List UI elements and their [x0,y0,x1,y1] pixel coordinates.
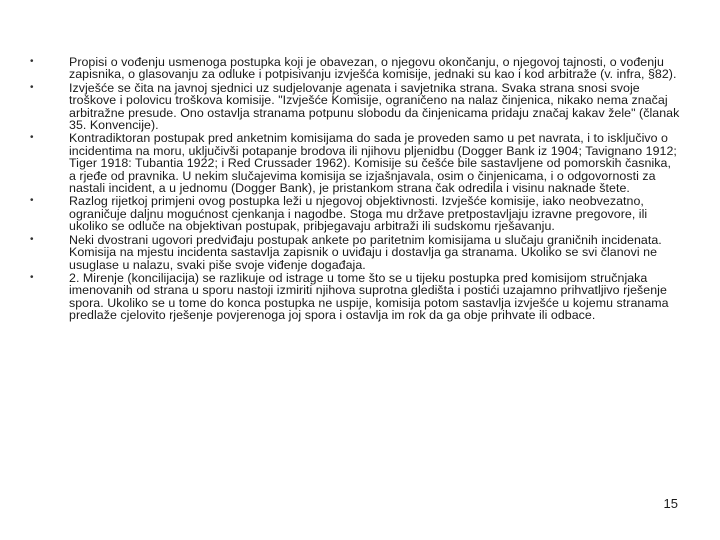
bullet-item-2 [30,82,680,132]
bullet-text: Propisi o vođenju usmenoga postupka koji je obavezan, o njegovu okončanju, o njegovoj tajnosti, o vođenju zapisnika, o glasovanju za odluke i potpisivanju izvješća komisije, jednaki su kao i kod arbitraže (v. infra, §82). [69,55,677,82]
bullet-list [30,56,680,323]
bullet-text: Neki dvostrani ugovori predviđaju postupak ankete po paritetnim komisijama u slučaju graničnih incidenata. Komisija na mjestu incidenta sastavlja zapisnik o uviđaju i dostavlja ga stranama. Ukoliko se svi članovi ne usuglase u nalazu, svaki piše svoje viđenje događaja. [69,232,662,272]
bullet-marker: • [30,195,34,207]
bullet-text: Razlog rijetkoj primjeni ovog postupka leži u njegovoj objektivnosti. Izvješće komisije, iako neobvezatno, ograničuje daljnu mogućnost cjenkanja i nagodbe. Stoga mu države pretpostavljaju izravne pregovore, ili ukoliko se odluče na objektivan postupak, pribjegavaju arbitraži ili sudskomu rješavanju. [69,194,648,234]
bullet-item-5 [30,234,680,271]
bullet-item-4 [30,195,680,232]
bullet-text: Izvješće se čita na javnoj sjednici uz sudjelovanje agenata i savjetnika strana. Svaka strana snosi svoje troškove i polovicu troškova komisije. "Izvješće Komisije, ograničeno na nalaz činjenica, nikako nema značaj arbitražne presude. Ono ostavlja stranama potpunu slobodu da činjenicama pridaju značaj kakav žele" (članak 35. Konvencije). [69,80,680,133]
bullet-marker: • [30,132,34,144]
bullet-marker: • [30,233,34,245]
bullet-text: Kontradiktoran postupak pred anketnim komisijama do sada je proveden samo u pet navrata, i to isključivo o incidentima na moru, uključivši potapanje brodova ili njihovu pljenidbu (Dogger Bank iz 1904; Tavignano 1912; Tiger 1918: Tubantia 1922; i Red Crussader 1962). Komisije su češće bile sastavljene od pomorskih časnika, a rjeđe od pravnika. U nekim slučajevima komisija se izjašnjavala, osim o činjenicama, i o odgovornosti za nastali incident, a u jednomu (Dogger Bank), je pristankom strana čak odredila i visinu naknade štete. [69,131,677,196]
bullet-item-6 [30,272,680,322]
bullet-marker: • [30,56,34,67]
bullet-marker: • [30,81,34,93]
page-number: 15 [663,496,678,511]
bullet-marker: • [30,271,34,283]
bullet-item-1 [30,56,680,81]
bullet-text: 2. Mirenje (koncilijacija) se razlikuje od istrage u tome što se u tijeku postupka pred komisijom stručnjaka imenovanih od strana u sporu nastoji izmiriti njihova suprotna gledišta i postići uzajamno prihvatljivo rješenje spora. Ukoliko se u tome do konca postupka ne uspije, komisija potom sastavlja izvješće u kojemu stranama predlaže cjelovito rješenje povjerenoga joj spora i ostavlja im rok da ga obje prihvate ili odbace. [69,270,669,323]
bullet-item-3 [30,132,680,194]
